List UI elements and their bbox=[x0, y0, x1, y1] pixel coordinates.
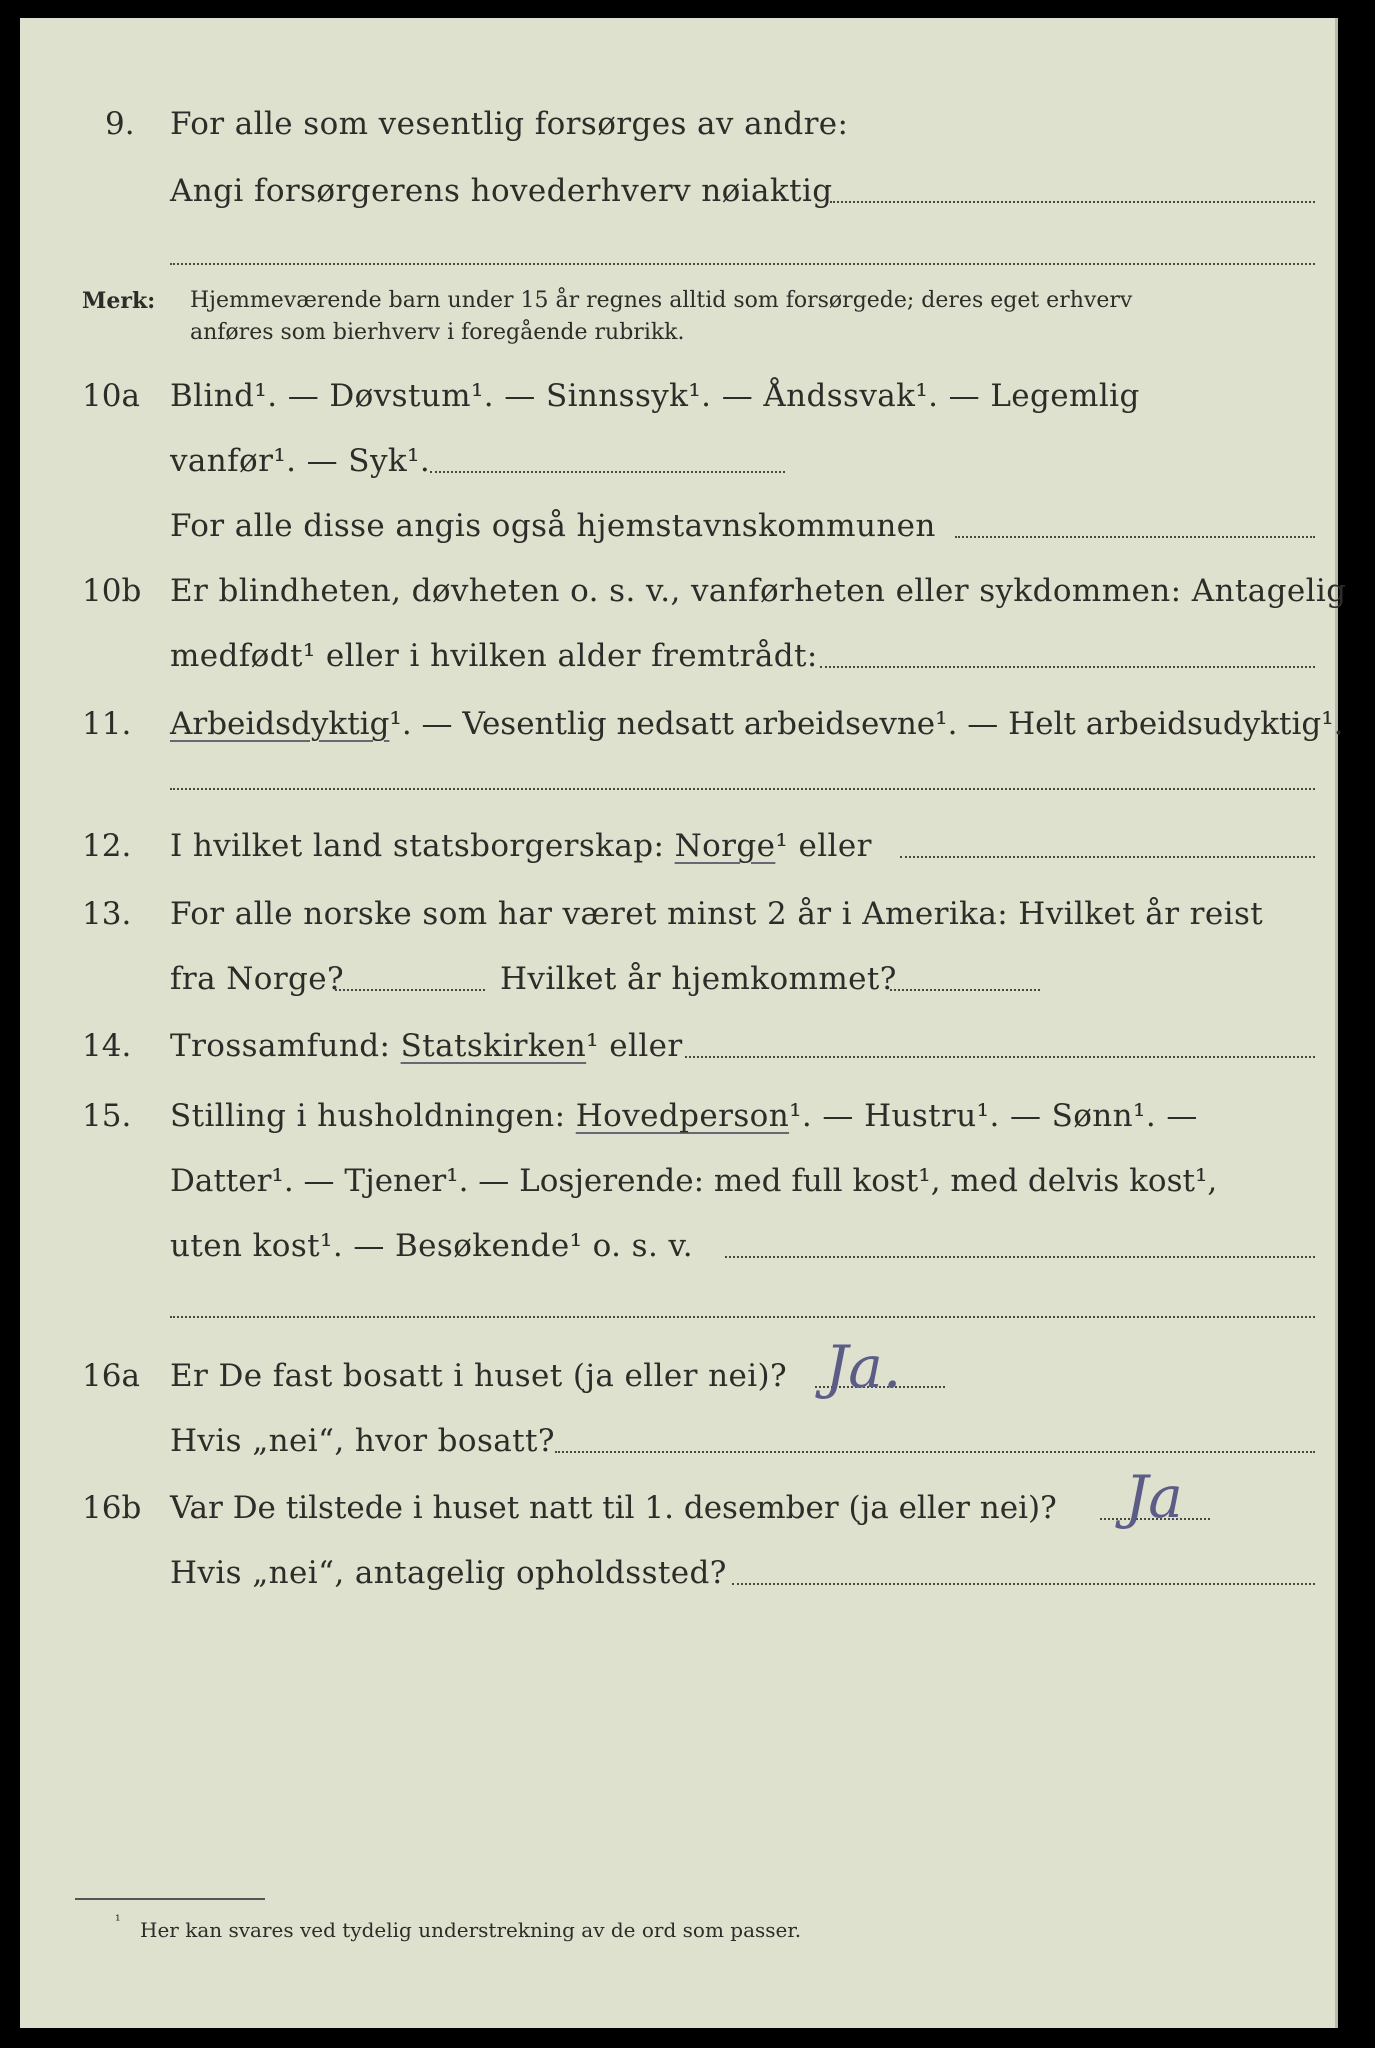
q14-answer-line bbox=[685, 1056, 1315, 1058]
q13-line2b: Hvilket år hjemkommet? bbox=[500, 961, 897, 997]
q15-line3: uten kost¹. — Besøkende¹ o. s. v. bbox=[170, 1228, 693, 1264]
q13-line2a: fra Norge? bbox=[170, 961, 345, 997]
q11-selected-arbeidsdyktig: Arbeidsdyktig bbox=[170, 706, 390, 742]
q15-number: 15. bbox=[82, 1098, 132, 1134]
q15-selected-hovedperson: Hovedperson bbox=[575, 1098, 790, 1134]
q16b-number: 16b bbox=[82, 1490, 142, 1526]
q14-post: ¹ eller bbox=[586, 1028, 683, 1064]
q13-number: 13. bbox=[82, 896, 132, 932]
q16b-handwritten-answer: Ja bbox=[1125, 1463, 1183, 1531]
q11-line bbox=[170, 706, 1344, 742]
q12-selected-norge: Norge bbox=[674, 828, 776, 864]
q16a-line2: Hvis „nei“, hvor bosatt? bbox=[170, 1423, 555, 1459]
q16b-line1: Var De tilstede i huset natt til 1. desember (ja eller nei)? bbox=[170, 1490, 1057, 1526]
q15-post: ¹. — Hustru¹. — Sønn¹. — bbox=[789, 1098, 1198, 1134]
q15-answer-line bbox=[725, 1256, 1315, 1258]
q12-number: 12. bbox=[82, 828, 132, 864]
q13-line1: For alle norske som har været minst 2 år i Amerika: Hvilket år reist bbox=[170, 896, 1264, 932]
q10b-answer-line bbox=[820, 666, 1315, 668]
q10b-number: 10b bbox=[82, 573, 142, 609]
q9-answer-line bbox=[830, 201, 1315, 203]
q15-pre: Stilling i husholdningen: bbox=[170, 1098, 576, 1134]
q16b-opholdssted-line bbox=[732, 1583, 1315, 1585]
q10a-number: 10a bbox=[82, 378, 140, 414]
q9-number: 9. bbox=[105, 106, 135, 142]
q10a-hjemstavn-line bbox=[955, 536, 1315, 538]
q12-line bbox=[170, 828, 872, 864]
form-page bbox=[20, 18, 1347, 2028]
merk-line2: anføres som bierhverv i foregående rubrikk. bbox=[190, 320, 685, 345]
q9-line1: For alle som vesentlig forsørges av andre: bbox=[170, 106, 849, 142]
q13-reist-line bbox=[335, 989, 485, 991]
q16b-line2: Hvis „nei“, antagelig opholdssted? bbox=[170, 1555, 727, 1591]
q14-number: 14. bbox=[82, 1028, 132, 1064]
q10b-line1: Er blindheten, døvheten o. s. v., vanførheten eller sykdommen: Antagelig bbox=[170, 573, 1347, 609]
q15-line1 bbox=[170, 1098, 1198, 1134]
q16a-handwritten-answer: Ja. bbox=[825, 1333, 902, 1401]
q11-number: 11. bbox=[82, 706, 132, 742]
q11-answer-line bbox=[170, 788, 1315, 790]
q9-answer-line-2 bbox=[170, 263, 1315, 265]
q16a-number: 16a bbox=[82, 1358, 140, 1394]
q11-rest: ¹. — Vesentlig nedsatt arbeidsevne¹. — Helt arbeidsudyktig¹. bbox=[389, 706, 1344, 742]
q9-line2: Angi forsørgerens hovederhverv nøiaktig bbox=[170, 173, 833, 209]
footnote-mark: ¹ bbox=[115, 1913, 121, 1929]
q10a-line3: For alle disse angis også hjemstavnskommunen bbox=[170, 508, 936, 544]
merk-line1: Hjemmeværende barn under 15 år regnes alltid som forsørgede; deres eget erhverv bbox=[190, 288, 1133, 313]
q14-selected-statskirken: Statskirken bbox=[400, 1028, 587, 1064]
q16a-bosatt-line bbox=[555, 1451, 1315, 1453]
q10b-line2: medfødt¹ eller i hvilken alder fremtrådt: bbox=[170, 638, 818, 674]
q14-pre: Trossamfund: bbox=[170, 1028, 401, 1064]
q14-line bbox=[170, 1028, 683, 1064]
q10a-line1: Blind¹. — Døvstum¹. — Sinnssyk¹. — Åndssvak¹. — Legemlig bbox=[170, 378, 1140, 414]
footnote-text: Her kan svares ved tydelig understrekning av de ord som passer. bbox=[140, 1918, 802, 1942]
q12-post: ¹ eller bbox=[775, 828, 872, 864]
q15-line2: Datter¹. — Tjener¹. — Losjerende: med full kost¹, med delvis kost¹, bbox=[170, 1163, 1218, 1199]
q12-pre: I hvilket land statsborgerskap: bbox=[170, 828, 675, 864]
q10a-answer-line bbox=[430, 471, 785, 473]
q15-answer-line-2 bbox=[170, 1316, 1315, 1318]
q12-answer-line bbox=[900, 856, 1315, 858]
merk-label: Merk: bbox=[82, 288, 156, 314]
footnote-rule bbox=[75, 1898, 265, 1900]
q10a-line2: vanfør¹. — Syk¹. bbox=[170, 443, 431, 479]
q13-hjemkommet-line bbox=[890, 989, 1040, 991]
q16a-line1: Er De fast bosatt i huset (ja eller nei)? bbox=[170, 1358, 788, 1394]
